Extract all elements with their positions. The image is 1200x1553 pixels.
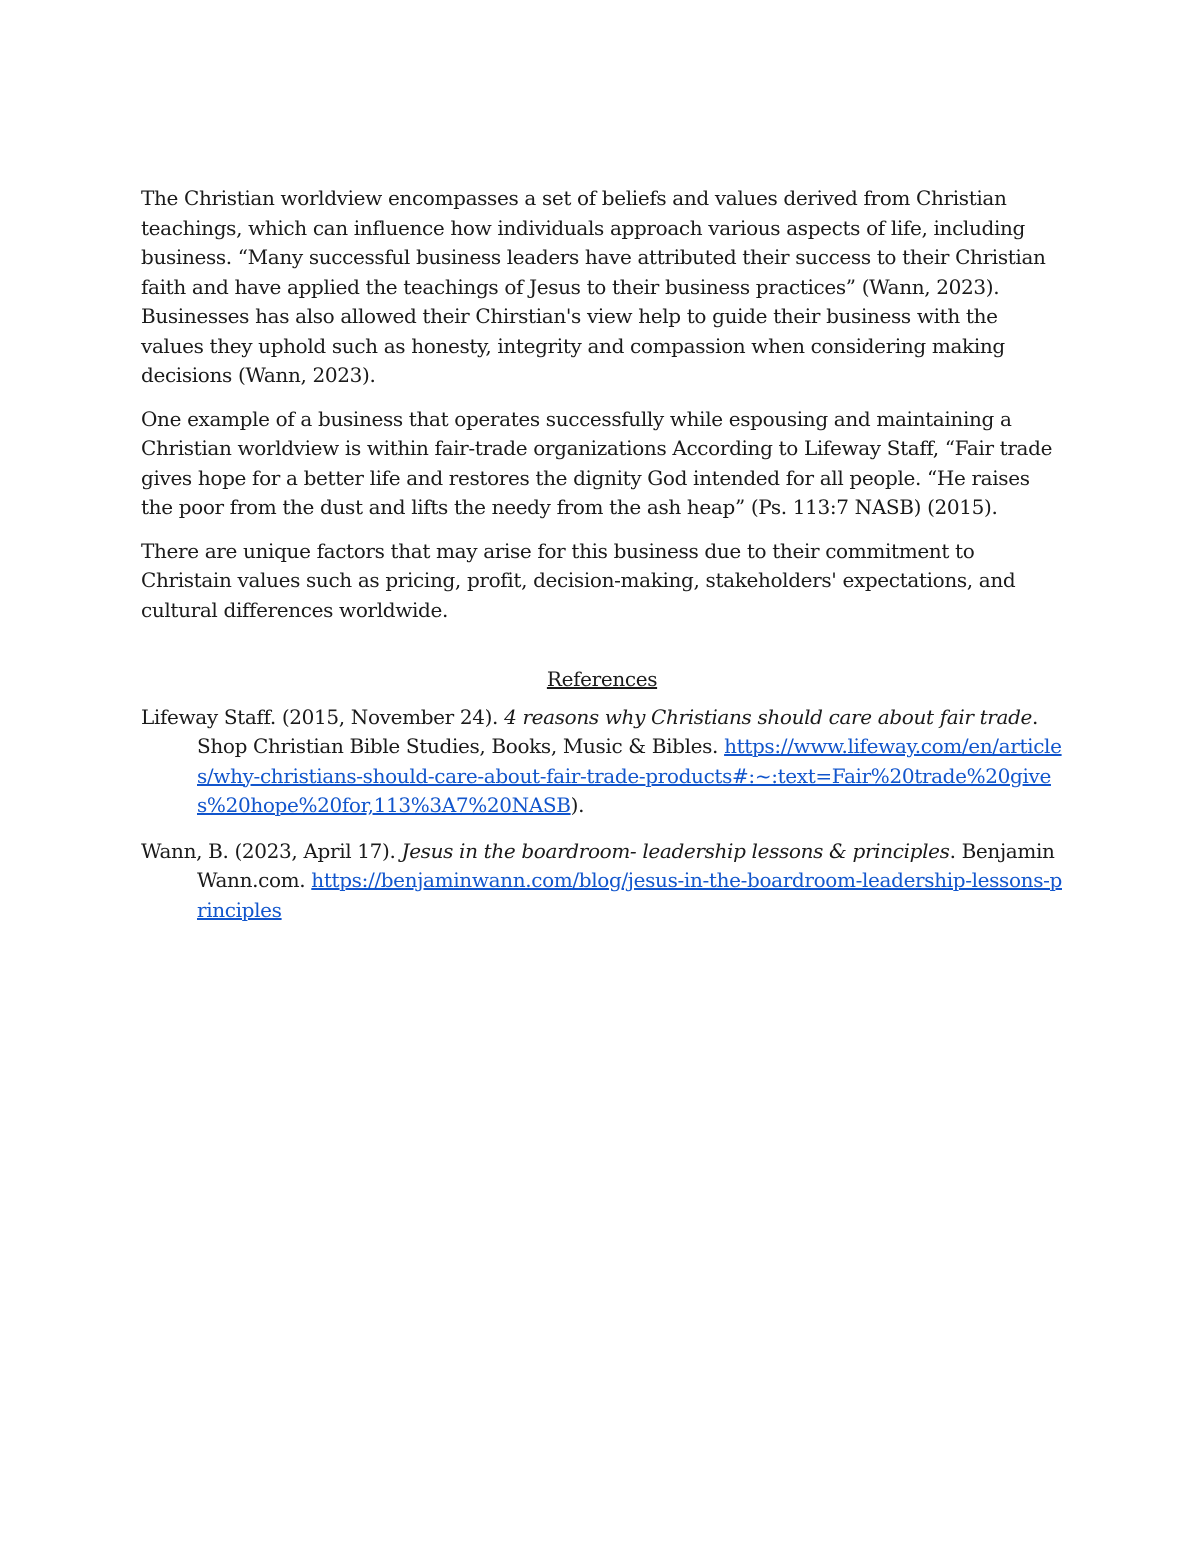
reference-entry-lifeway [141, 703, 1063, 821]
reference-suffix: ). [570, 793, 585, 817]
references-heading: References [546, 667, 658, 691]
reference-source: . Benjamin Wann.com. [197, 838, 1055, 892]
reference-entry-wann [141, 837, 1063, 926]
reference-title: Jesus in the boardroom- leadership lessons & principles [401, 838, 950, 863]
body-paragraph-2: One example of a business that operates successfully while espousing and maintaining a Christian worldview is within fair-trade organizations According to Lifeway Staff, “Fair trade gives hope for a better life and restores the dignity God intended for all people. “He raises the poor from the dust and lifts the needy from the ash heap” (Ps. 113:7 NASB) (2015). [141, 406, 1053, 519]
reference-source: . Shop Christian Bible Studies, Books, Music & Bibles. [197, 704, 1039, 758]
reference-author-date: Lifeway Staff. (2015, November 24). [141, 704, 505, 729]
document-body [141, 184, 1063, 941]
body-paragraph-1: The Christian worldview encompasses a set of beliefs and values derived from Christian teachings, which can influence how individuals approach various aspects of life, including business. “Many successful business leaders have attributed their success to their Christian faith and have applied the teachings of Jesus to their business practices” (Wann, 2023). Businesses has also allowed their Chirstian's view help to guide their business with the values they uphold such as honesty, integrity and compassion when considering making decisions (Wann, 2023). [141, 186, 1046, 387]
reference-link[interactable]: https://www.lifeway.com/en/articles/why-christians-should-care-about-fair-trade-products#:~:text=Fair%20trade%20gives%20hope%20for,113%3A7%20NASB [197, 734, 1062, 817]
body-paragraph-3: There are unique factors that may arise for this business due to their commitment to Christain values such as pricing, profit, decision-making, stakeholders' expectations, and cultural differences worldwide. [141, 538, 1016, 622]
reference-title: 4 reasons why Christians should care about fair trade [504, 704, 1033, 729]
reference-link[interactable]: https://benjaminwann.com/blog/jesus-in-the-boardroom-leadership-lessons-principles [197, 868, 1062, 922]
reference-author-date: Wann, B. (2023, April 17). [141, 838, 402, 863]
